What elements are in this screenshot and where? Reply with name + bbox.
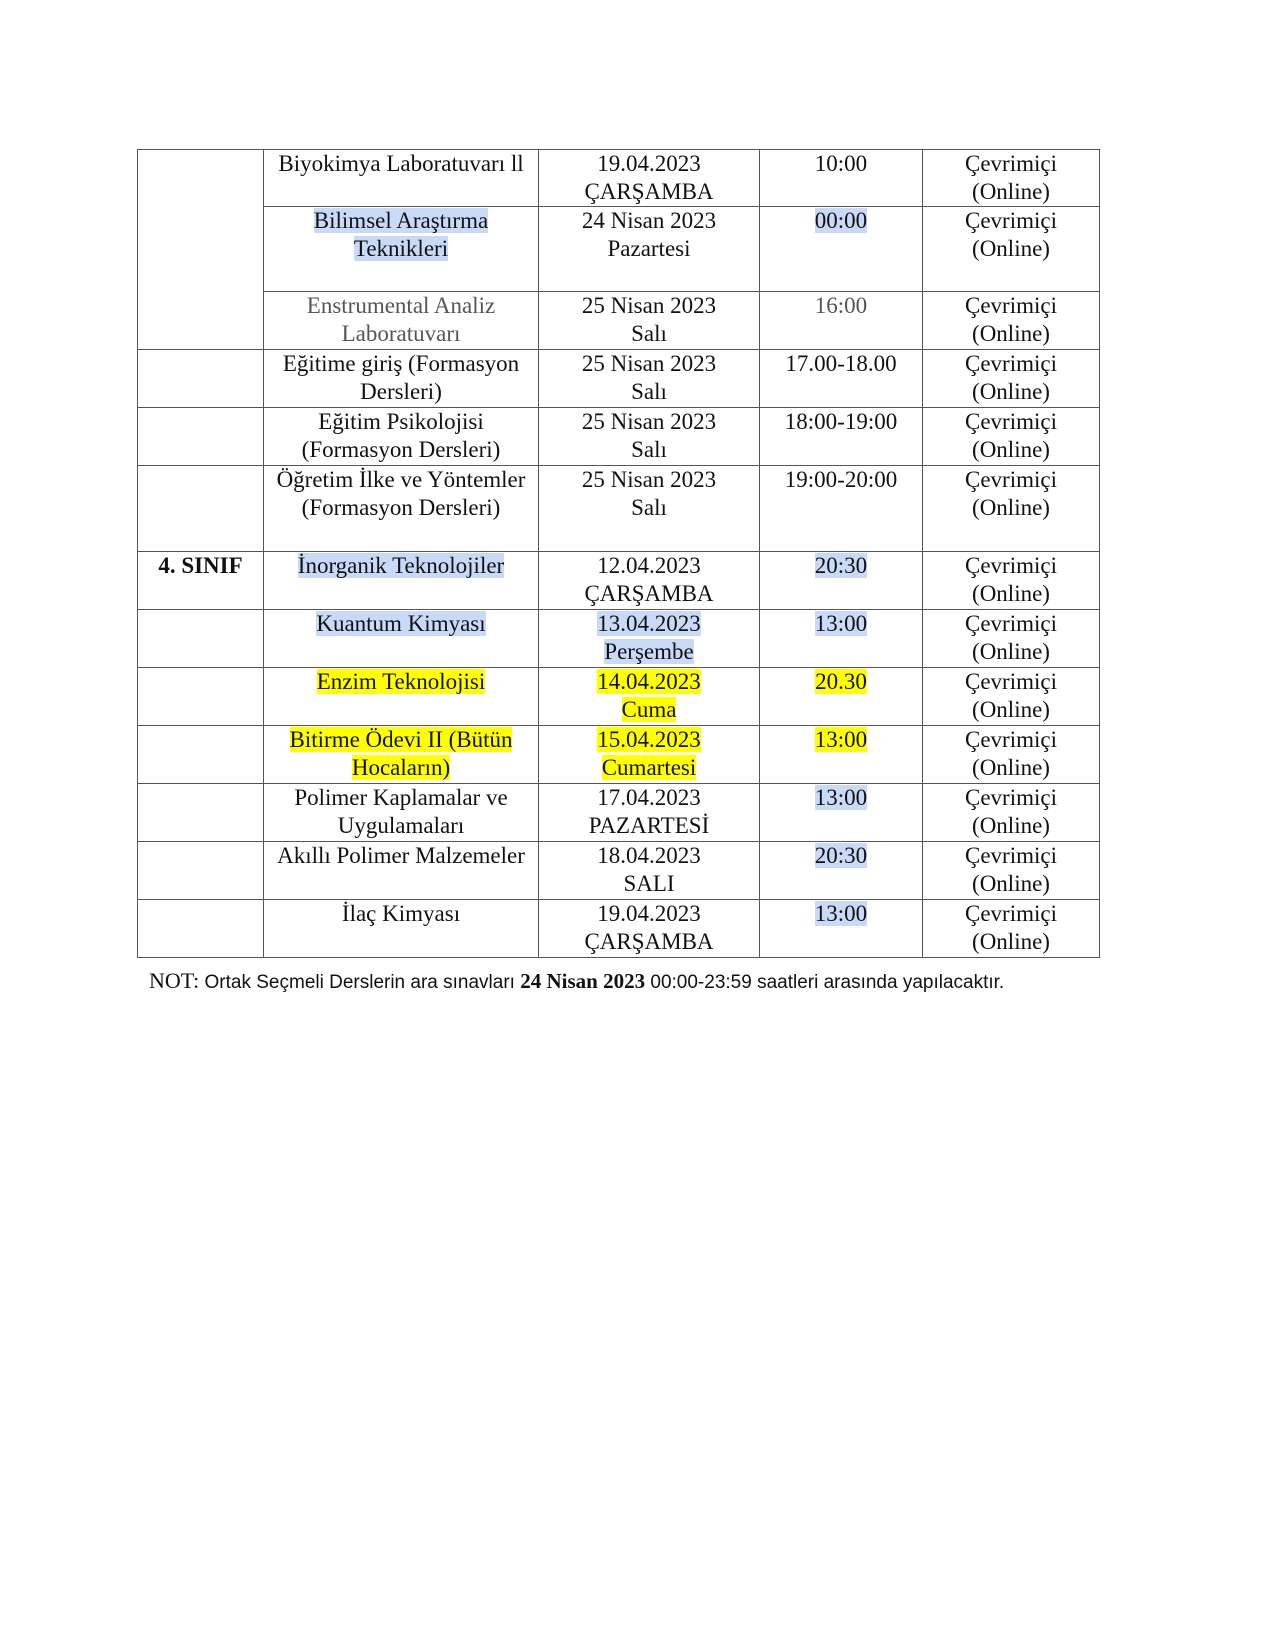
exam-day: ÇARŞAMBA (584, 581, 714, 606)
note-text-before: Ortak Seçmeli Derslerin ara sınavları (204, 972, 515, 993)
group-cell (138, 842, 264, 900)
date-cell (539, 150, 760, 207)
exam-time: 13:00 (814, 785, 868, 810)
exam-date: 14.04.2023 (597, 669, 701, 694)
time-cell (760, 292, 923, 350)
note-date: 24 Nisan 2023 (520, 969, 646, 993)
date-cell (539, 207, 760, 292)
course-name: İlaç Kimyası (341, 901, 461, 926)
group-cell (138, 350, 264, 408)
group-cell (138, 408, 264, 466)
exam-time: 13:00 (814, 611, 868, 636)
course-name: İnorganik Teknolojiler (297, 553, 505, 578)
group-cell (138, 466, 264, 552)
table-row (138, 207, 1100, 292)
exam-mode: Çevrimiçi (965, 409, 1057, 434)
exam-mode-en: (Online) (972, 379, 1050, 404)
group-cell (138, 552, 264, 610)
course-cell (264, 668, 539, 726)
course-name: Polimer Kaplamalar ve Uygulamaları (294, 785, 508, 838)
exam-date: 12.04.2023 (597, 553, 701, 578)
course-name: Enzim Teknolojisi (316, 669, 486, 694)
time-cell (760, 900, 923, 958)
exam-time: 10:00 (814, 151, 868, 176)
table-row (138, 726, 1100, 784)
exam-date: 17.04.2023 (597, 785, 701, 810)
group-cell (138, 900, 264, 958)
table-row (138, 466, 1100, 552)
time-cell (760, 350, 923, 408)
exam-day: SALI (623, 871, 675, 896)
time-cell (760, 207, 923, 292)
exam-day: Salı (631, 321, 667, 346)
exam-mode-en: (Online) (972, 697, 1050, 722)
course-name: Biyokimya Laboratuvarı ll (278, 151, 524, 176)
mode-cell (923, 900, 1100, 958)
time-cell (760, 842, 923, 900)
exam-mode: Çevrimiçi (965, 553, 1057, 578)
course-cell (264, 842, 539, 900)
exam-mode: Çevrimiçi (965, 611, 1057, 636)
exam-date: 13.04.2023 (597, 611, 701, 636)
course-name: Bitirme Ödevi II (Bütün Hocaların) (289, 727, 513, 780)
date-cell (539, 552, 760, 610)
mode-cell (923, 610, 1100, 668)
time-cell (760, 610, 923, 668)
exam-time: 17.00-18.00 (785, 351, 897, 376)
table-row (138, 610, 1100, 668)
course-cell (264, 150, 539, 207)
course-cell (264, 610, 539, 668)
group-label: 4. SINIF (158, 553, 243, 578)
date-cell (539, 726, 760, 784)
course-cell (264, 292, 539, 350)
exam-time: 13:00 (814, 727, 868, 752)
group-cell (138, 610, 264, 668)
exam-time: 19:00-20:00 (784, 467, 898, 492)
exam-day: PAZARTESİ (588, 813, 710, 838)
course-cell (264, 900, 539, 958)
date-cell (539, 900, 760, 958)
date-cell (539, 292, 760, 350)
exam-mode-en: (Online) (972, 581, 1050, 606)
course-name: Bilimsel Araştırma Teknikleri (313, 208, 489, 261)
mode-cell (923, 292, 1100, 350)
exam-mode-en: (Online) (972, 813, 1050, 838)
exam-mode: Çevrimiçi (965, 901, 1057, 926)
exam-day: Pazartesi (607, 236, 691, 261)
exam-date: 19.04.2023 (597, 151, 701, 176)
note-text-after: 00:00-23:59 saatleri arasında yapılacaktır. (650, 972, 1005, 993)
exam-schedule-table (137, 149, 1100, 958)
mode-cell (923, 350, 1100, 408)
exam-mode-en: (Online) (972, 755, 1050, 780)
footnote (149, 966, 1121, 997)
course-name: Eğitime giriş (Formasyon Dersleri) (282, 351, 520, 404)
mode-cell (923, 842, 1100, 900)
exam-time: 20:30 (814, 553, 868, 578)
course-name: Enstrumental Analiz Laboratuvarı (306, 293, 496, 346)
date-cell (539, 466, 760, 552)
exam-mode: Çevrimiçi (965, 843, 1057, 868)
exam-mode-en: (Online) (972, 179, 1050, 204)
note-label: NOT: (149, 968, 200, 993)
exam-date: 25 Nisan 2023 (581, 409, 717, 434)
exam-date: 25 Nisan 2023 (581, 467, 717, 492)
exam-day: Salı (631, 379, 667, 404)
time-cell (760, 408, 923, 466)
exam-date: 19.04.2023 (597, 901, 701, 926)
group-cell (138, 726, 264, 784)
course-name: Kuantum Kimyası (316, 611, 486, 636)
exam-mode: Çevrimiçi (965, 351, 1057, 376)
mode-cell (923, 408, 1100, 466)
time-cell (760, 784, 923, 842)
exam-day: Salı (631, 495, 667, 520)
course-cell (264, 784, 539, 842)
exam-mode-en: (Online) (972, 236, 1050, 261)
table-row (138, 668, 1100, 726)
group-cell (138, 668, 264, 726)
table-row (138, 900, 1100, 958)
exam-mode-en: (Online) (972, 929, 1050, 954)
course-cell (264, 350, 539, 408)
course-name: Öğretim İlke ve Yöntemler (Formasyon Dersleri) (276, 467, 526, 520)
exam-day: ÇARŞAMBA (584, 179, 714, 204)
exam-time: 13:00 (814, 901, 868, 926)
exam-day: ÇARŞAMBA (584, 929, 714, 954)
exam-time: 18:00-19:00 (784, 409, 898, 434)
exam-date: 15.04.2023 (597, 727, 701, 752)
mode-cell (923, 784, 1100, 842)
mode-cell (923, 207, 1100, 292)
exam-mode-en: (Online) (972, 321, 1050, 346)
group-cell (138, 784, 264, 842)
time-cell (760, 726, 923, 784)
table-row (138, 842, 1100, 900)
table-row (138, 552, 1100, 610)
table-row (138, 408, 1100, 466)
course-cell (264, 552, 539, 610)
exam-day: Cuma (621, 697, 677, 722)
exam-mode: Çevrimiçi (965, 151, 1057, 176)
exam-mode: Çevrimiçi (965, 727, 1057, 752)
exam-mode-en: (Online) (972, 437, 1050, 462)
time-cell (760, 552, 923, 610)
time-cell (760, 466, 923, 552)
exam-mode: Çevrimiçi (965, 467, 1057, 492)
course-cell (264, 207, 539, 292)
exam-time: 20:30 (814, 843, 868, 868)
course-cell (264, 408, 539, 466)
mode-cell (923, 668, 1100, 726)
exam-mode: Çevrimiçi (965, 208, 1057, 233)
exam-day: Perşembe (604, 639, 694, 664)
date-cell (539, 784, 760, 842)
mode-cell (923, 150, 1100, 207)
time-cell (760, 668, 923, 726)
time-cell (760, 150, 923, 207)
date-cell (539, 350, 760, 408)
exam-mode-en: (Online) (972, 639, 1050, 664)
exam-mode: Çevrimiçi (965, 293, 1057, 318)
date-cell (539, 610, 760, 668)
mode-cell (923, 466, 1100, 552)
table-row (138, 292, 1100, 350)
exam-date: 18.04.2023 (597, 843, 701, 868)
mode-cell (923, 726, 1100, 784)
table-row (138, 350, 1100, 408)
group-cell (138, 150, 264, 350)
exam-time: 00:00 (814, 208, 868, 233)
exam-time: 20.30 (815, 669, 867, 694)
exam-mode: Çevrimiçi (965, 669, 1057, 694)
table-row (138, 150, 1100, 207)
table-row (138, 784, 1100, 842)
date-cell (539, 668, 760, 726)
course-name: Akıllı Polimer Malzemeler (277, 843, 525, 868)
course-name: Eğitim Psikolojisi (Formasyon Dersleri) (301, 409, 501, 462)
exam-day: Salı (631, 437, 667, 462)
exam-mode-en: (Online) (972, 871, 1050, 896)
date-cell (539, 842, 760, 900)
course-cell (264, 726, 539, 784)
exam-mode: Çevrimiçi (965, 785, 1057, 810)
exam-day: Cumartesi (601, 755, 697, 780)
date-cell (539, 408, 760, 466)
exam-mode-en: (Online) (972, 495, 1050, 520)
exam-time: 16:00 (814, 293, 868, 318)
exam-date: 25 Nisan 2023 (581, 351, 717, 376)
exam-date: 25 Nisan 2023 (581, 293, 717, 318)
mode-cell (923, 552, 1100, 610)
exam-date: 24 Nisan 2023 (581, 208, 717, 233)
course-cell (264, 466, 539, 552)
